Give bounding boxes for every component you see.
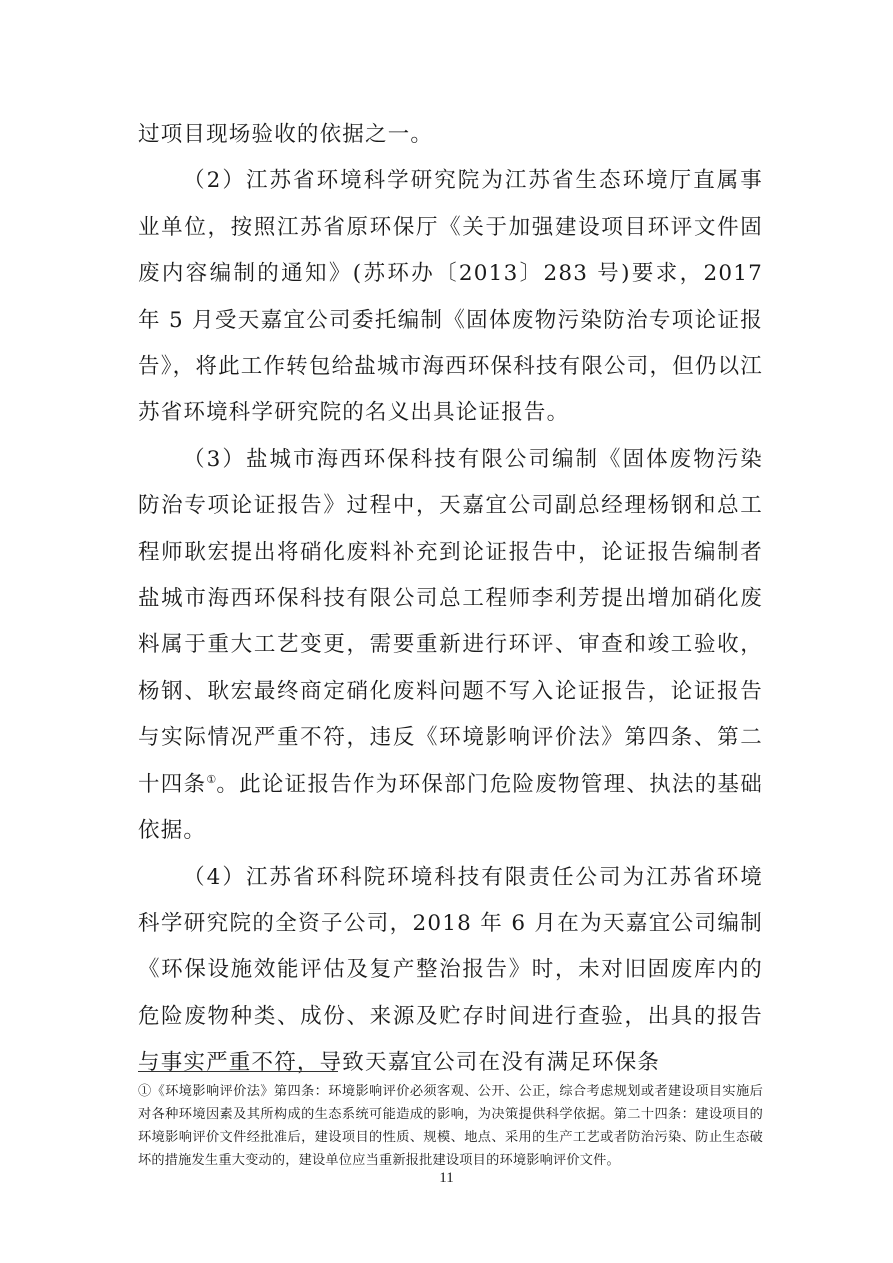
footnote: ①《环境影响评价法》第四条：环境影响评价必须客观、公开、公正，综合考虑规划或者建设项目实施后对各种环境因素及其所构成的生态系统可能造成的影响，为决策提供科学依据。第二十四条：建设项目的环境影响评价文件经批准后，建设项目的性质、规模、地点、采用的生产工艺或者防治污染、防止生态破坏的措施发生重大变动的，建设单位应当重新报批建设项目的环境影响评价文件。 — [138, 1084, 763, 1168]
paragraph-text: （3）盐城市海西环保科技有限公司编制《固体废物污染防治专项论证报告》过程中，天嘉宜公司副总经理杨钢和总工程师耿宏提出将硝化废料补充到论证报告中，论证报告编制者盐城市海西环保科技有限公司总工程师李利芳提出增加硝化废料属于重大工艺变更，需要重新进行环评、审查和竣工验收，杨钢、耿宏最终商定硝化废料问题不写入论证报告，论证报告与实际情况严重不符，违反《环境影响评价法》第四条、第二十四条 — [138, 446, 763, 797]
paragraph-item-4 — [138, 855, 763, 1087]
footnote-separator — [138, 1071, 338, 1072]
paragraph-item-2 — [138, 158, 763, 436]
page-number: 11 — [439, 1170, 454, 1186]
paragraph-item-3 — [138, 437, 763, 855]
paragraph-text: 过项目现场验收的依据之一。 — [138, 122, 434, 147]
body-text — [138, 112, 763, 1087]
paragraph-text: （4）江苏省环科院环境科技有限责任公司为江苏省环境科学研究院的全资子公司，2018 年 6 月在为天嘉宜公司编制《环保设施效能评估及复产整治报告》时，未对旧固废库内的危险废物种类、成份、来源及贮存时间进行查验，出具的报告与事实严重不符，导致天嘉宜公司在没有满足环保条 — [138, 864, 763, 1076]
paragraph-text-after-note: 。此论证报告作为环保部门危险废物管理、执法的基础依据。 — [138, 771, 763, 844]
paragraph-continuation — [138, 112, 763, 158]
paragraph-text: （2）江苏省环境科学研究院为江苏省生态环境厅直属事业单位，按照江苏省原环保厅《关于加强建设项目环评文件固废内容编制的通知》(苏环办〔2013〕283 号)要求，2017 年 5 月受天嘉宜公司委托编制《固体废物污染防治专项论证报告》，将此工作转包给盐城市海西环保科技有限公司，但仍以江苏省环境科学研究院的名义出具论证报告。 — [138, 168, 763, 426]
footnote-reference[interactable]: ① — [206, 772, 217, 786]
